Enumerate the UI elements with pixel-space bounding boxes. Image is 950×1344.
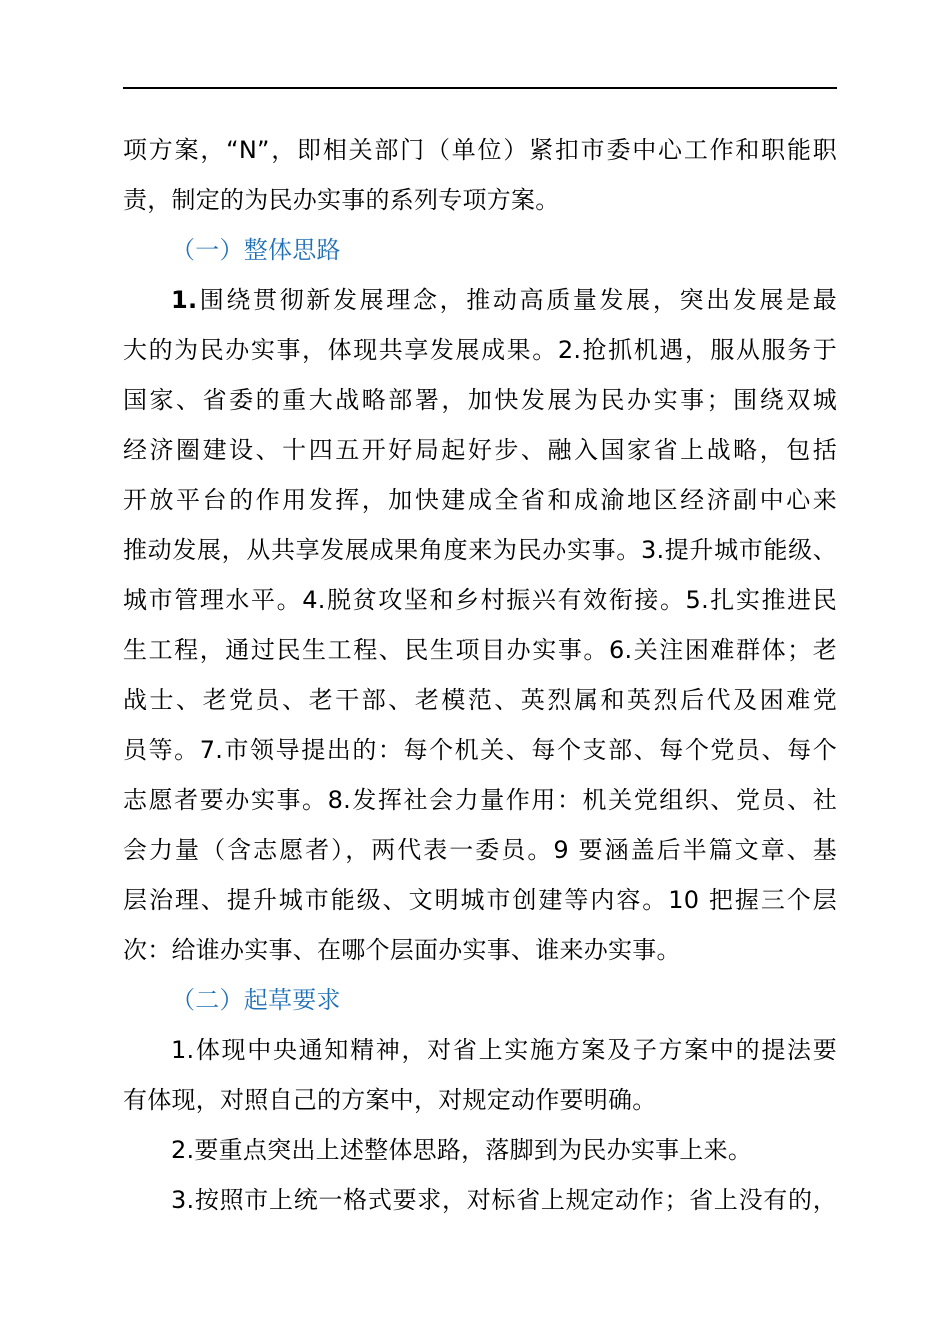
text-line: 有体现，对照自己的方案中，对规定动作要明确。 (123, 1086, 657, 1114)
text-line: 经济圈建设、十四五开好局起好步、融入国家省上战略，包括 (123, 436, 837, 464)
text-line: 国家、省委的重大战略部署，加快发展为民办实事；围绕双城 (123, 386, 837, 414)
text-line: 开放平台的作用发挥，加快建成全省和成渝地区经济副中心来 (123, 486, 837, 514)
text-line: 1.体现中央通知精神，对省上实施方案及子方案中的提法要 (171, 1036, 837, 1064)
header-rule (123, 87, 837, 89)
text-line: 城市管理水平。4.脱贫攻坚和乡村振兴有效衔接。5.扎实推进民 (123, 586, 837, 614)
text-line: 生工程，通过民生工程、民生项目办实事。6.关注困难群体；老 (123, 636, 837, 664)
text-segment: 围绕贯彻新发展理念，推动高质量发展，突出发展是最 (197, 286, 837, 314)
text-line: 大的为民办实事，体现共享发展成果。2.抢抓机遇，服从服务于 (123, 336, 837, 364)
list-number: 1. (171, 286, 198, 314)
document-body (123, 125, 837, 1225)
text-line: 责，制定的为民办实事的系列专项方案。 (123, 186, 560, 214)
section-heading-drafting-requirements: （二）起草要求 (171, 986, 341, 1014)
text-line: 志愿者要办实事。8.发挥社会力量作用：机关党组织、党员、社 (123, 786, 837, 814)
text-line: 推动发展，从共享发展成果角度来为民办实事。3.提升城市能级、 (123, 536, 837, 564)
text-line: 战士、老党员、老干部、老模范、英烈属和英烈后代及困难党 (123, 686, 837, 714)
text-line: 员等。7.市领导提出的：每个机关、每个支部、每个党员、每个 (123, 736, 837, 764)
section-heading-overall-approach: （一）整体思路 (171, 236, 341, 264)
text-line: 2.要重点突出上述整体思路，落脚到为民办实事上来。 (171, 1136, 753, 1164)
text-line: 项方案，“N”，即相关部门（单位）紧扣市委中心工作和职能职 (123, 136, 837, 164)
text-line (123, 275, 837, 325)
text-line: 会力量（含志愿者），两代表一委员。9 要涵盖后半篇文章、基 (123, 836, 837, 864)
text-line: 次：给谁办实事、在哪个层面办实事、谁来办实事。 (123, 936, 681, 964)
text-line: 层治理、提升城市能级、文明城市创建等内容。10 把握三个层 (123, 886, 837, 914)
text-line: 3.按照市上统一格式要求，对标省上规定动作；省上没有的， (171, 1186, 837, 1214)
